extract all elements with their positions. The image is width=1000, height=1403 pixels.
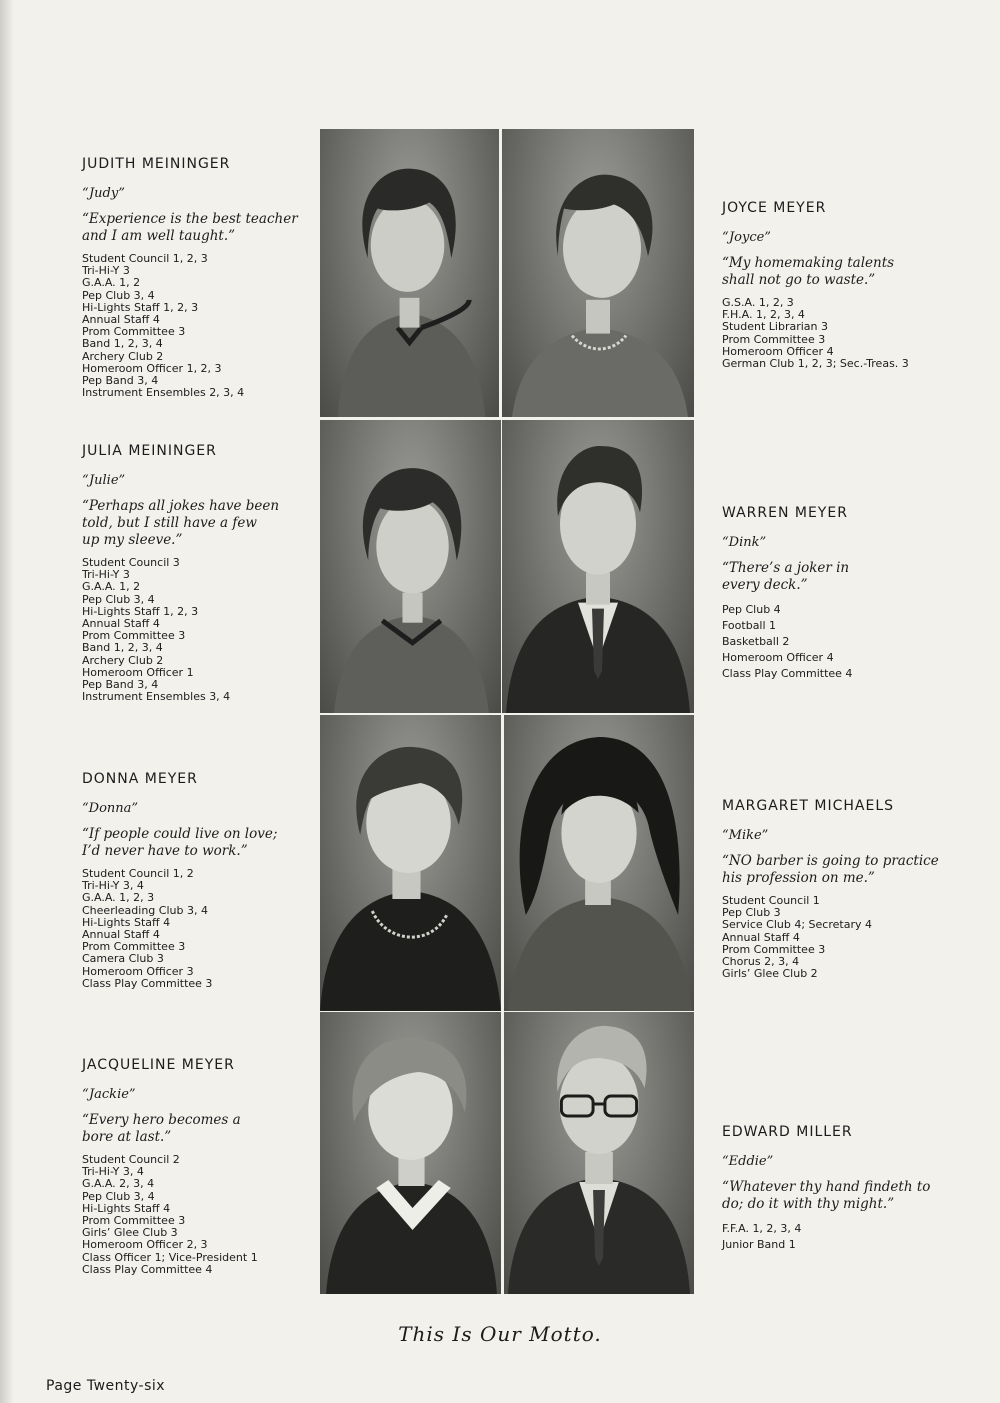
student-entry-margaret-michaels (722, 798, 982, 980)
activity-item: G.A.A. 1, 2 (82, 580, 141, 594)
activity-item: Hi-Lights Staff 1, 2, 3 (82, 604, 199, 618)
activity-item: Hi-Lights Staff 4 (82, 1201, 171, 1215)
student-nickname: “Donna” (82, 801, 139, 816)
portrait-photo-donna (320, 715, 501, 1011)
activity-item: Pep Club 4 (722, 603, 781, 616)
activity-item: Pep Club 3, 4 (82, 1189, 155, 1203)
activity-item: Junior Band 1 (722, 1238, 796, 1251)
student-entry-donna-meyer (82, 771, 312, 990)
activity-item: Pep Club 3 (722, 906, 781, 920)
portrait-photo-joyce (502, 129, 694, 417)
activity-item: Tri-Hi-Y 3 (82, 264, 130, 278)
student-name: JUDITH MEININGER (82, 156, 231, 172)
activity-item: Hi-Lights Staff 1, 2, 3 (82, 300, 199, 314)
portrait-photo-judith (320, 129, 499, 417)
activity-item: Student Council 1 (722, 894, 820, 907)
activity-item: Prom Committee 3 (82, 940, 186, 954)
activity-item: Cheerleading Club 3, 4 (82, 903, 208, 917)
student-name: JACQUELINE MEYER (82, 1057, 235, 1073)
page-edge-shadow (0, 0, 14, 1403)
activity-item: Tri-Hi-Y 3 (82, 568, 130, 582)
student-entry-jacqueline-meyer (82, 1057, 317, 1276)
student-name: DONNA MEYER (82, 771, 198, 787)
activity-item: Student Council 1, 2 (82, 867, 194, 880)
activity-item: Girls’ Glee Club 3 (82, 1226, 178, 1240)
activity-item: Archery Club 2 (82, 653, 164, 667)
activity-item: Class Officer 1; Vice-President 1 (82, 1250, 258, 1264)
activity-item: Pep Club 3, 4 (82, 288, 155, 302)
activity-item: Instrument Ensembles 2, 3, 4 (82, 386, 245, 400)
activity-item: Prom Committee 3 (722, 942, 826, 956)
activity-item: Pep Band 3, 4 (82, 678, 159, 692)
student-quote: “Whatever thy hand findeth to do; do it with thy might.” (722, 1179, 931, 1212)
activity-item: G.A.A. 2, 3, 4 (82, 1177, 155, 1191)
activity-list (722, 602, 972, 682)
activity-list (82, 868, 312, 990)
activity-list (82, 557, 312, 703)
activity-item: G.A.A. 1, 2, 3 (82, 891, 155, 905)
student-nickname: “Mike” (722, 828, 769, 843)
activity-item: Homeroom Officer 4 (722, 344, 834, 358)
activity-item: Band 1, 2, 3, 4 (82, 641, 163, 655)
activity-item: Homeroom Officer 1, 2, 3 (82, 361, 222, 375)
activity-list (82, 1154, 317, 1276)
activity-item: Prom Committee 3 (82, 629, 186, 643)
activity-item: Prom Committee 3 (82, 1214, 186, 1228)
activity-item: Annual Staff 4 (722, 930, 800, 944)
student-nickname: “Judy” (82, 186, 125, 201)
student-quote: “NO barber is going to practice his profession on me.” (722, 853, 939, 886)
activity-item: Instrument Ensembles 3, 4 (82, 690, 231, 704)
activity-item: Prom Committee 3 (722, 332, 826, 346)
activity-item: Tri-Hi-Y 3, 4 (82, 1165, 144, 1179)
activity-item: Annual Staff 4 (82, 617, 160, 631)
portrait-photo-jacqueline (320, 1012, 501, 1294)
activity-item: G.A.A. 1, 2 (82, 276, 141, 290)
student-entry-edward-miller (722, 1124, 972, 1253)
student-nickname: “Jackie” (82, 1087, 136, 1102)
activity-item: Class Play Committee 3 (82, 976, 213, 990)
activity-item: G.S.A. 1, 2, 3 (722, 296, 794, 309)
activity-item: Student Council 2 (82, 1153, 180, 1166)
student-name: MARGARET MICHAELS (722, 798, 895, 814)
activity-item: Pep Band 3, 4 (82, 374, 159, 388)
student-name: JOYCE MEYER (722, 200, 827, 216)
portrait-photo-margaret (504, 715, 694, 1011)
student-entry-julia-meininger (82, 443, 312, 703)
portrait-photo-edward (504, 1012, 694, 1294)
activity-item: Pep Club 3, 4 (82, 592, 155, 606)
student-nickname: “Julie” (82, 473, 126, 488)
activity-item: Class Play Committee 4 (82, 1262, 213, 1276)
activity-item: Class Play Committee 4 (722, 667, 853, 680)
activity-item: Homeroom Officer 2, 3 (82, 1238, 208, 1252)
student-nickname: “Dink” (722, 535, 767, 550)
activity-item: Tri-Hi-Y 3, 4 (82, 879, 144, 893)
page-number: Page Twenty-six (46, 1378, 166, 1394)
activity-item: Service Club 4; Secretary 4 (722, 918, 872, 932)
student-entry-judith-meininger (82, 156, 312, 399)
student-nickname: “Eddie” (722, 1154, 774, 1169)
activity-item: Hi-Lights Staff 4 (82, 915, 171, 929)
student-quote: “There’s a joker in every deck.” (722, 560, 850, 593)
student-quote: “My homemaking talents shall not go to waste.” (722, 255, 895, 288)
student-name: JULIA MEININGER (82, 443, 217, 459)
student-quote: “Perhaps all jokes have been told, but I still have a few up my sleeve.” (82, 498, 280, 548)
activity-item: Annual Staff 4 (82, 928, 160, 942)
student-entry-joyce-meyer (722, 200, 972, 370)
activity-item: Homeroom Officer 3 (82, 964, 194, 978)
activity-item: Annual Staff 4 (82, 313, 160, 327)
activity-item: Chorus 2, 3, 4 (722, 955, 800, 969)
portrait-photo-warren (502, 420, 694, 713)
activity-item: Homeroom Officer 1 (82, 665, 194, 679)
activity-list (722, 895, 982, 980)
activity-item: F.F.A. 1, 2, 3, 4 (722, 1222, 802, 1235)
activity-list (82, 253, 312, 399)
activity-item: Student Council 3 (82, 556, 180, 569)
activity-item: Football 1 (722, 619, 777, 632)
activity-item: Basketball 2 (722, 635, 790, 648)
student-quote: “If people could live on love; I’d never have to work.” (82, 826, 278, 859)
activity-item: Prom Committee 3 (82, 325, 186, 339)
activity-item: Homeroom Officer 4 (722, 651, 834, 664)
student-quote: “Experience is the best teacher and I am well taught.” (82, 211, 298, 244)
activity-list (722, 297, 972, 370)
student-entry-warren-meyer (722, 505, 972, 682)
activity-item: Student Council 1, 2, 3 (82, 252, 208, 265)
activity-item: Camera Club 3 (82, 952, 164, 966)
activity-item: Student Librarian 3 (722, 320, 829, 334)
activity-item: Archery Club 2 (82, 349, 164, 363)
student-nickname: “Joyce” (722, 230, 771, 245)
student-quote: “Every hero becomes a bore at last.” (82, 1112, 241, 1145)
activity-item: Girls’ Glee Club 2 (722, 967, 818, 981)
class-motto: This Is Our Motto. (398, 1322, 602, 1346)
activity-item: German Club 1, 2, 3; Sec.-Treas. 3 (722, 357, 909, 371)
activity-item: F.H.A. 1, 2, 3, 4 (722, 308, 805, 322)
student-name: WARREN MEYER (722, 505, 848, 521)
portrait-photo-julia (320, 420, 501, 713)
activity-item: Band 1, 2, 3, 4 (82, 337, 163, 351)
student-name: EDWARD MILLER (722, 1124, 853, 1140)
activity-list (722, 1221, 972, 1253)
